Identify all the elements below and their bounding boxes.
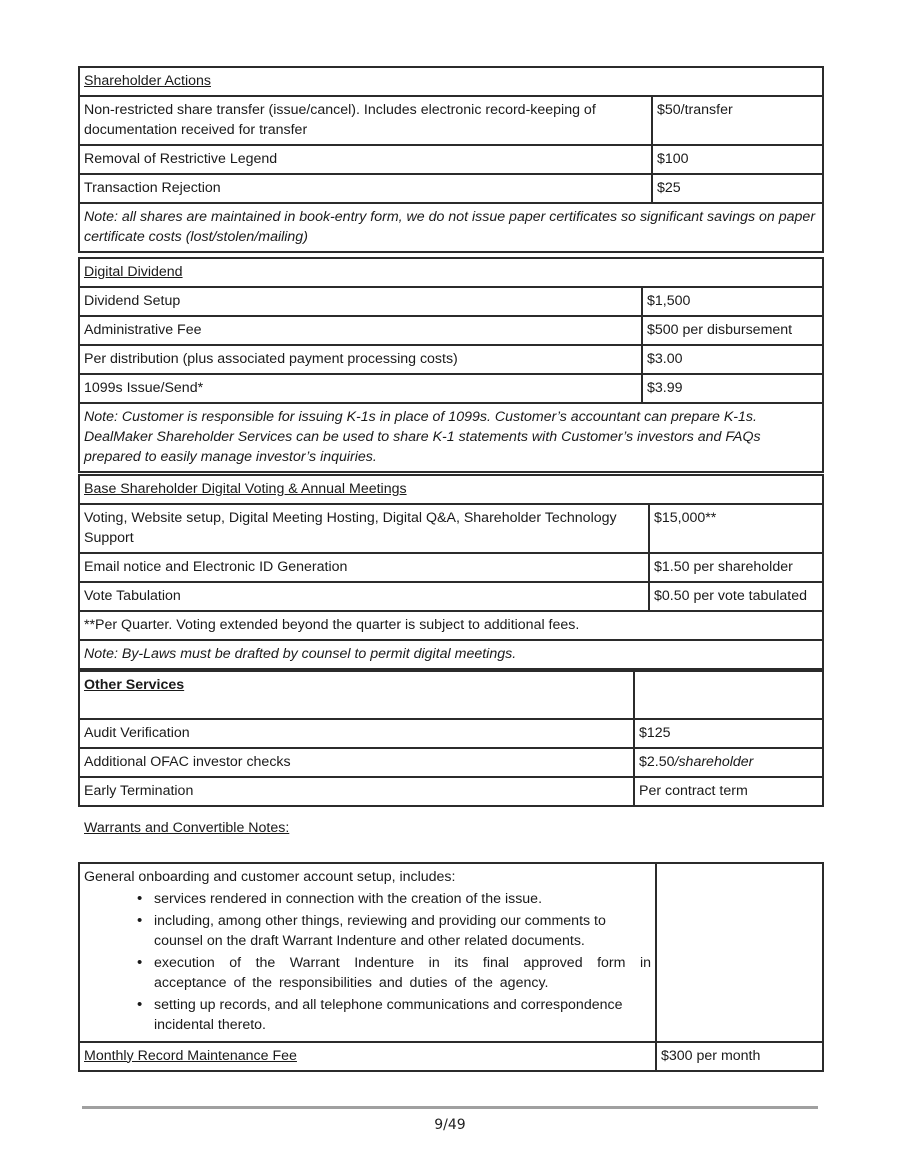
fee-item: Vote Tabulation xyxy=(79,582,649,611)
fee-item: Administrative Fee xyxy=(79,316,642,345)
fee-item: Transaction Rejection xyxy=(79,174,652,203)
onboarding-intro: General onboarding and customer account setup, includes: xyxy=(84,869,456,885)
table-note: Note: all shares are maintained in book-entry form, we do not issue paper certificates so significant savings on paper certificate costs (lost/stolen/mailing) xyxy=(79,203,823,252)
table-row xyxy=(79,287,823,316)
fee-value: $500 per disbursement xyxy=(642,316,823,345)
fee-value: $0.50 per vote tabulated xyxy=(649,582,823,611)
table-row xyxy=(79,719,823,748)
fee-value: $25 xyxy=(652,174,823,203)
onboarding-bullet-list xyxy=(84,889,651,1036)
table-footnote: **Per Quarter. Voting extended beyond the quarter is subject to additional fees. xyxy=(79,611,823,640)
table-row xyxy=(79,777,823,806)
fee-item: Dividend Setup xyxy=(79,287,642,316)
fee-item: Removal of Restrictive Legend xyxy=(79,145,652,174)
empty-cell xyxy=(656,863,823,1042)
table-title xyxy=(79,258,823,287)
table-row xyxy=(79,553,823,582)
onboarding-cell xyxy=(79,863,656,1042)
fee-item: Email notice and Electronic ID Generation xyxy=(79,553,649,582)
fee-item xyxy=(79,1042,656,1071)
section-title: Base Shareholder Digital Voting & Annual Meetings xyxy=(84,481,407,497)
fee-item: Additional OFAC investor checks xyxy=(79,748,634,777)
fee-value: $50/transfer xyxy=(652,96,823,145)
page-number: 9/49 xyxy=(434,1117,466,1133)
table-row xyxy=(79,1042,823,1071)
section-title: Digital Dividend xyxy=(84,264,183,280)
digital-voting-table xyxy=(78,474,824,670)
table-row xyxy=(79,345,823,374)
fee-value: $100 xyxy=(652,145,823,174)
fee-value: Per contract term xyxy=(634,777,823,806)
list-item: • setting up records, and all telephone communications and correspondence incidental thereto. xyxy=(154,995,651,1036)
list-item: • execution of the Warrant Indenture in its final approved form in acceptance of the responsibilities and duties of the agency. xyxy=(154,953,651,994)
fee-item: Per distribution (plus associated payment processing costs) xyxy=(79,345,642,374)
fee-item: 1099s Issue/Send* xyxy=(79,374,642,403)
fee-value: $3.99 xyxy=(642,374,823,403)
table-row xyxy=(79,504,823,553)
table-row xyxy=(79,582,823,611)
table-title xyxy=(79,671,634,719)
warrants-table xyxy=(78,862,824,1072)
fee-value: $300 per month xyxy=(656,1042,823,1071)
other-services-table xyxy=(78,670,824,807)
table-row xyxy=(79,145,823,174)
table-note: Note: Customer is responsible for issuing K-1s in place of 1099s. Customer’s accountant can prepare K-1s. DealMaker Shareholder Services can be used to share K-1 statements with Customer’s investors and FAQs prepared to easily manage investor’s inquiries. xyxy=(79,403,823,472)
table-row xyxy=(79,174,823,203)
list-item: • including, among other things, reviewing and providing our comments to counsel on the draft Warrant Indenture and other related documents. xyxy=(154,911,651,952)
empty-cell xyxy=(634,671,823,719)
table-note: Note: By-Laws must be drafted by counsel to permit digital meetings. xyxy=(79,640,823,669)
fee-value: $15,000** xyxy=(649,504,823,553)
list-item: • services rendered in connection with the creation of the issue. xyxy=(154,889,651,910)
fee-item: Audit Verification xyxy=(79,719,634,748)
fee-value: $1,500 xyxy=(642,287,823,316)
fee-value: $3.00 xyxy=(642,345,823,374)
digital-dividend-table xyxy=(78,257,824,473)
section-title: Other Services xyxy=(84,677,185,693)
table-title xyxy=(79,67,823,96)
warrants-section-title: Warrants and Convertible Notes: xyxy=(84,820,290,836)
fee-item: Non-restricted share transfer (issue/cancel). Includes electronic record-keeping of documentation received for transfer xyxy=(79,96,652,145)
fee-value: $1.50 per shareholder xyxy=(649,553,823,582)
shareholder-actions-table xyxy=(78,66,824,253)
table-row xyxy=(79,316,823,345)
fee-amount: $2.50 xyxy=(639,754,675,770)
fee-item: Voting, Website setup, Digital Meeting Hosting, Digital Q&A, Shareholder Technology Support xyxy=(79,504,649,553)
table-row xyxy=(79,748,823,777)
table-row xyxy=(79,374,823,403)
table-row xyxy=(79,96,823,145)
section-title: Shareholder Actions xyxy=(84,73,211,89)
footer-divider xyxy=(82,1106,818,1109)
fee-unit: /shareholder xyxy=(674,754,754,770)
table-title xyxy=(79,475,823,504)
maintenance-label: Monthly Record Maintenance Fee xyxy=(84,1047,297,1064)
fee-item: Early Termination xyxy=(79,777,634,806)
fee-value: $125 xyxy=(634,719,823,748)
fee-value xyxy=(634,748,823,777)
